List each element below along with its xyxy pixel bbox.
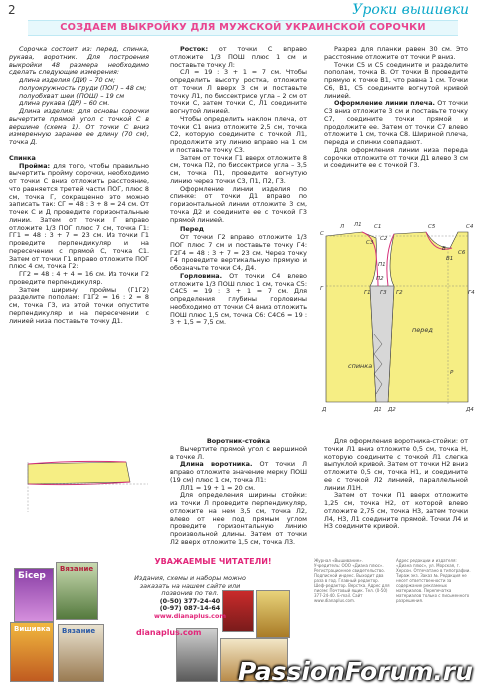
ad-phone-2[interactable]: (0-97) 087-14-64	[159, 604, 221, 613]
armhole-width-paragraph: Затем ширину проймы (Г1Г2) разделите пополам: Г1Г2 = 16 : 2 = 8 см, точка Г3, из этой точки опустите перпендикуляр и на пересечении с линией низа поставьте точку Д1.	[9, 285, 149, 325]
column-1	[9, 46, 149, 325]
collar-piece	[28, 462, 130, 484]
point-c5: С5	[428, 224, 436, 230]
collar-shape-paragraph: Для оформления воротника-стойки: от точки Л1 вниз отложите 0,5 см, точка Н, которую соедините с точкой Л1 слегка выпуклой кривой. Затем от точки Н2 вниз отложите 0,5 см, точка Н1, и соедините ее с точкой Л2 линией, параллельной линии Л1Н.	[324, 437, 468, 492]
point-r: Р	[450, 370, 454, 376]
point-v1: В1	[446, 256, 454, 262]
collar-length-paragraph	[170, 461, 307, 484]
point-c1: С1	[374, 224, 382, 230]
magazine-cover-2[interactable]	[56, 562, 98, 620]
back-label: спинка	[348, 362, 373, 370]
ad-text	[130, 575, 250, 621]
page-number: 2	[8, 3, 16, 17]
point-v: В	[442, 246, 446, 252]
point-g4: Г4	[468, 290, 475, 296]
point-d: Д	[322, 407, 327, 413]
point-l: Л	[340, 224, 345, 230]
armhole-formula: ГГ2 = 48 : 4 + 4 = 16 см. Из точки Г2 проведите перпендикуляр.	[9, 270, 149, 286]
measure-2: полуокружность груди (ПОГ) – 48 см;	[19, 83, 147, 92]
point-c6: С6	[458, 250, 466, 256]
column-2	[170, 46, 307, 327]
shoulder-paragraph	[324, 100, 468, 147]
point-c: С	[320, 231, 324, 237]
point-g2: Г2	[396, 290, 403, 296]
back-piece	[326, 232, 376, 402]
section-title: Уроки вышивки	[352, 2, 469, 18]
shoulder-heading: Оформление линии плеча.	[334, 99, 435, 108]
collar-column-2	[324, 438, 468, 531]
point-p1: П1	[378, 262, 386, 268]
length-paragraph: Длина изделия: для основы сорочки вычертите прямой угол с точкой С в вершине (схема 1). От точки С вниз измеренную заранее ее длину (70 см), точка Д.	[9, 107, 149, 146]
hem-front-paragraph: Для оформления линии низа переда сорочки отложите от точки Д1 влево 3 см и соедините ее с точкой Г3.	[324, 145, 468, 170]
measure-4: длина рукава (ДР) – 60 см.	[19, 99, 110, 108]
ad-phone-1[interactable]: (0-50) 377-24-40	[159, 596, 221, 605]
collar-width-paragraph: Для определения ширины стойки: из точки Л проведите перпендикуляр, отложите на нем 3,5 см, точка Л2, влево от нее под прямым углом проведите горизонтальную линию произвольной длины. Затем от точки Л2 вверх отложите 1,5 см, точка Л3.	[170, 491, 307, 546]
armhole-curve-paragraph: Затем от точки Г1 вверх отложите 8 см, точка П2, по биссектрисе угла – 3,5 см, точка П1, проведите вогнутую линию через точки С3, П1, П2, Г3.	[170, 153, 307, 185]
magazine-cover-4[interactable]	[58, 624, 104, 682]
collar-finish-paragraph: Затем от точки П1 вверх отложите 1,25 см, точка Н2, от которой влево отложите 2,75 см, точка Н3, затем точки Л4, Н3, Л1 соедините прямой. Точки Л4 и Н3 соедините кривой.	[324, 491, 468, 531]
watermark: PassionForum.ru	[237, 657, 473, 686]
armhole-paragraph	[9, 163, 149, 272]
heading-back: Спинка	[9, 153, 36, 162]
front-piece	[388, 232, 468, 402]
shoulder-slope-paragraph: Чтобы определить наклон плеча, от точки С1 вниз отложите 2,5 см, точка С2, которую соедините с точкой Л1, продолжите эту линию вправо на 1 см и поставьте точку С3.	[170, 114, 307, 154]
neck-text: от точки С вправо отложите 1/3 ПОШ плюс 1 см и поставьте точку Л:	[170, 45, 307, 69]
point-d2: Д2	[388, 407, 396, 413]
collar-heading: Воротник-стойка	[206, 437, 271, 445]
measure-3: полуобхват шеи (ПОШ) – 19 см	[19, 91, 125, 100]
neckline-text: От точки С4 влево отложите 1/3 ПОШ плюс 1 см, точка С5: С4С5 = 19 : 3 + 1 = 7 см. Для определения глубины горловины необходимо от точки С4 вниз отложить ПОШ плюс 1,5 см, точка С6: С4С6 = 19 : 3 + 1,5 = 7,5 см.	[170, 271, 307, 327]
hem-back-paragraph: Оформление линии изделия по спинке: от точки Д1 вправо по горизонтальной линии отложите 3 см, точка Д2 и соедините ее с точкой Г3 прямой линией.	[170, 184, 307, 224]
collar-diagram	[8, 442, 158, 532]
point-g3: Г3	[380, 290, 387, 296]
point-p2: П2	[376, 276, 384, 282]
neck-formula: СЛ = 19 : 3 + 1 = 7 см. Чтобы определить высоту ростка, отложите от точки Л вверх 3 см и поставьте точку Л1, по биссектрисе угла – 2 см от точки С, затем точки С, Л1 соедините вогнутой линией.	[170, 68, 307, 115]
armhole-text: для того, чтобы правильно вычертить пройму сорочки, необходимо от точки С вниз отложить расстояние, что равняется третей части ПОГ, плюс 8 см, точка Г, сокращенно это можно записать так: СГ = 48 : 3 + 8 = 24 см. От точек С и Д проведите горизонтальные линии. Затем от точки Г вправо отложите 1/3 ПОГ плюс 7 см, точка Г1: ГГ1 = 48 : 3 + 7 = 23 см. Из точки Г1 проведите перпендикуляр и на пересечении с прямой С, точка С1. Затем от точки Г1 вправо отложите ПОГ плюс 4 см, точка Г2:	[9, 161, 149, 271]
magazine-title-4: Вязание	[62, 627, 96, 635]
ad-website[interactable]: www.dianaplus.com	[153, 611, 227, 620]
front-paragraph: От точки Г2 вправо отложите 1/3 ПОГ плюс 7 см и поставьте точку Г4: Г2Г4 = 48 : 3 + 7 = 23 см. Через точку Г4 проведите вертикальную прямую и обозначьте точки С4, Д4.	[170, 233, 307, 272]
magazine-cover-1[interactable]	[14, 568, 54, 622]
point-d4: Д4	[466, 407, 474, 413]
collar-length-heading: Длина воротника.	[180, 460, 253, 469]
ad-description: Издания, схемы и наборы можно заказать на нашем сайте или позвонив по тел.	[134, 574, 246, 598]
shirt-pattern-diagram	[318, 214, 476, 418]
neck-heading: Росток:	[180, 45, 209, 53]
collar-intro: Вычертите прямой угол с вершиной в точке Л.	[170, 444, 307, 461]
measure-1: длина изделия (ДИ) – 70 см;	[19, 76, 116, 84]
imprint-right: Адрес редакции и издателя: «Диана плюс», ул. Морская, г. Херсон. Отпечатано в типографии. Тираж экз. Заказ №. Редакция не несет ответственности за содержание рекламных материалов. Перепечатка материалов только с письменного разрешения.	[396, 558, 471, 603]
neckline-heading: Горловина.	[180, 271, 223, 280]
neckline-paragraph	[170, 273, 307, 327]
front-label: перед	[412, 326, 433, 334]
armhole-heading: Пройма:	[19, 161, 51, 170]
magazine-cover-3[interactable]	[10, 622, 54, 682]
embroidery-kit-2[interactable]	[256, 590, 290, 638]
brand-logo-text[interactable]: dianaplus.com	[136, 628, 202, 637]
placket-paragraph: Разрез для планки равен 30 см. Это расстояние отложите от точки Р вниз.	[324, 45, 468, 61]
column-3	[324, 46, 468, 170]
imprint-left: Журнал «Вышивание». Учредитель: ООО «Диана плюс». Регистрационное свидетельство. Подписной индекс. Выходит два раза в год. Главный редактор. Шеф-редактор. Верстка. Адрес для писем: Почтовый ящик. Тел. (0-50) 377-24-40. E-mail. Сайт www.dianaplus.com.	[314, 558, 390, 603]
point-l1: Л1	[354, 222, 362, 228]
magazine-title-2: Вязание	[60, 565, 94, 573]
intro-paragraph: Сорочка состоит из: перед, спинка, рукава, воротник. Для построения выкройки 48 размера необходимо сделать следующие измерения:	[9, 45, 149, 77]
point-g1: Г1	[364, 290, 371, 296]
collar-length-text: От точки Л вправо отложите значение мерку ПОШ (19 см) плюс 1 см, точка Л1:	[170, 460, 307, 484]
neck-paragraph	[170, 46, 307, 69]
ad-title: УВАЖАЕМЫЕ ЧИТАТЕЛИ!	[154, 557, 272, 566]
heading-front: Перед	[180, 225, 204, 234]
collar-column-1	[170, 438, 307, 547]
page-title: СОЗДАЕМ ВЫКРОЙКУ ДЛЯ МУЖСКОЙ УКРАИНСКОЙ СОРОЧКИ	[60, 22, 426, 33]
point-c2: С2	[380, 236, 388, 242]
collar-formula: ЛЛ1 = 19 + 1 = 20 см.	[180, 483, 256, 492]
point-d1: Д1	[374, 407, 382, 413]
neck-curve-paragraph: Точки С5 и С5 соедините и разделите пополам, точка В. От точки В проведите прямую к точке В1, что равна 1 см. Точки С6, В1, С5 соедините вогнутой кривой линией.	[324, 60, 468, 100]
point-c4: С4	[466, 224, 474, 230]
magazine-title-1: Бісер	[18, 571, 46, 581]
point-c3: С3	[366, 240, 374, 246]
shoulder-text: От точки С3 вниз отложите 3 см и поставьте точку С7, соедините точки прямой и продолжите ее. Затем от точки С7 влево отложите 1 см, точка С8. Шириной плеча, переда и спинки совпадают.	[324, 99, 468, 146]
magazine-title-3: Вишивка	[14, 625, 51, 633]
point-g: Г	[320, 286, 324, 292]
